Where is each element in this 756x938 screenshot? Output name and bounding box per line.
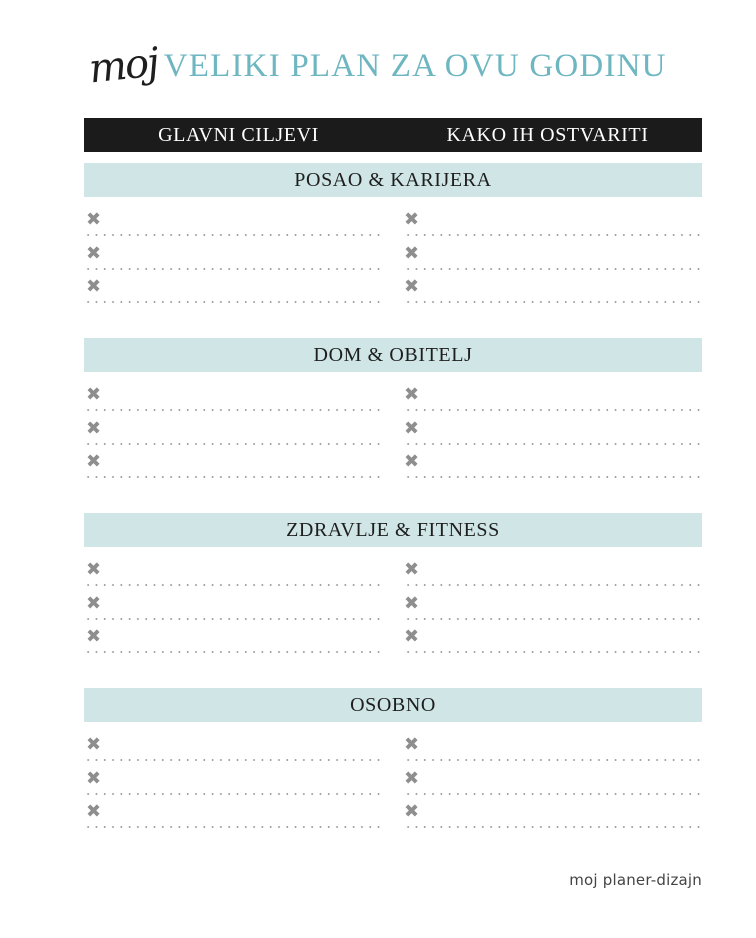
dotted-line bbox=[404, 759, 702, 761]
goal-line[interactable] bbox=[84, 594, 380, 628]
x-mark-icon: ✖ bbox=[86, 734, 102, 755]
goals-column bbox=[84, 560, 380, 661]
goal-line[interactable] bbox=[84, 769, 380, 803]
dotted-line bbox=[84, 268, 380, 270]
x-mark-icon: ✖ bbox=[86, 801, 102, 822]
x-mark-icon: ✖ bbox=[86, 559, 102, 580]
how-to-line[interactable] bbox=[404, 385, 702, 419]
header-how-to: KAKO IH OSTVARITI bbox=[446, 124, 649, 146]
title-script-word: moj bbox=[87, 39, 160, 93]
goal-line[interactable] bbox=[84, 244, 380, 278]
x-mark-icon: ✖ bbox=[404, 626, 420, 647]
section-title: DOM & OBITELJ bbox=[84, 338, 702, 372]
goals-column bbox=[84, 735, 380, 836]
section-career bbox=[84, 163, 702, 311]
goal-line[interactable] bbox=[84, 277, 380, 311]
x-mark-icon: ✖ bbox=[404, 417, 420, 439]
goal-line[interactable] bbox=[84, 210, 380, 244]
section-rows bbox=[84, 735, 702, 836]
how-to-line[interactable] bbox=[404, 627, 702, 661]
x-mark-icon: ✖ bbox=[404, 559, 420, 580]
goal-line[interactable] bbox=[84, 419, 380, 453]
x-mark-icon: ✖ bbox=[86, 209, 102, 230]
goal-line[interactable] bbox=[84, 735, 380, 769]
x-mark-icon: ✖ bbox=[86, 592, 102, 614]
goal-line[interactable] bbox=[84, 802, 380, 836]
how-to-line[interactable] bbox=[404, 802, 702, 836]
how-to-line[interactable] bbox=[404, 452, 702, 486]
section-rows bbox=[84, 210, 702, 311]
goals-column bbox=[84, 210, 380, 311]
dotted-line bbox=[404, 268, 702, 270]
x-mark-icon: ✖ bbox=[86, 417, 102, 439]
section-home-family bbox=[84, 338, 702, 486]
dotted-line bbox=[404, 651, 702, 653]
x-mark-icon: ✖ bbox=[86, 767, 102, 789]
how-to-line[interactable] bbox=[404, 277, 702, 311]
dotted-line bbox=[84, 476, 380, 478]
how-to-line[interactable] bbox=[404, 244, 702, 278]
dotted-line bbox=[84, 651, 380, 653]
page-title bbox=[0, 36, 756, 106]
section-health-fitness bbox=[84, 513, 702, 661]
dotted-line bbox=[84, 584, 380, 586]
dotted-line bbox=[404, 476, 702, 478]
dotted-line bbox=[84, 301, 380, 303]
how-to-column bbox=[404, 385, 702, 486]
dotted-line bbox=[84, 618, 380, 620]
footer-brand: moj planer-dizajn bbox=[569, 871, 702, 889]
how-to-column bbox=[404, 560, 702, 661]
column-header-bar bbox=[84, 118, 702, 152]
x-mark-icon: ✖ bbox=[404, 209, 420, 230]
x-mark-icon: ✖ bbox=[86, 451, 102, 472]
dotted-line bbox=[404, 618, 702, 620]
dotted-line bbox=[84, 409, 380, 411]
x-mark-icon: ✖ bbox=[404, 734, 420, 755]
how-to-line[interactable] bbox=[404, 769, 702, 803]
section-rows bbox=[84, 560, 702, 661]
section-title: OSOBNO bbox=[84, 688, 702, 722]
dotted-line bbox=[84, 443, 380, 445]
how-to-line[interactable] bbox=[404, 560, 702, 594]
title-main-text: VELIKI PLAN ZA OVU GODINU bbox=[163, 48, 667, 84]
how-to-line[interactable] bbox=[404, 594, 702, 628]
section-personal bbox=[84, 688, 702, 836]
dotted-line bbox=[84, 234, 380, 236]
x-mark-icon: ✖ bbox=[86, 276, 102, 297]
dotted-line bbox=[84, 793, 380, 795]
x-mark-icon: ✖ bbox=[86, 242, 102, 264]
goal-line[interactable] bbox=[84, 627, 380, 661]
x-mark-icon: ✖ bbox=[404, 592, 420, 614]
dotted-line bbox=[404, 301, 702, 303]
goal-line[interactable] bbox=[84, 560, 380, 594]
dotted-line bbox=[404, 443, 702, 445]
goal-line[interactable] bbox=[84, 452, 380, 486]
dotted-line bbox=[404, 234, 702, 236]
dotted-line bbox=[404, 793, 702, 795]
dotted-line bbox=[404, 826, 702, 828]
x-mark-icon: ✖ bbox=[404, 276, 420, 297]
how-to-line[interactable] bbox=[404, 735, 702, 769]
section-title: ZDRAVLJE & FITNESS bbox=[84, 513, 702, 547]
x-mark-icon: ✖ bbox=[86, 384, 102, 405]
section-title: POSAO & KARIJERA bbox=[84, 163, 702, 197]
section-rows bbox=[84, 385, 702, 486]
goal-line[interactable] bbox=[84, 385, 380, 419]
how-to-line[interactable] bbox=[404, 210, 702, 244]
x-mark-icon: ✖ bbox=[404, 451, 420, 472]
dotted-line bbox=[84, 759, 380, 761]
how-to-column bbox=[404, 735, 702, 836]
header-goals: GLAVNI CILJEVI bbox=[158, 124, 319, 146]
x-mark-icon: ✖ bbox=[404, 801, 420, 822]
x-mark-icon: ✖ bbox=[404, 384, 420, 405]
x-mark-icon: ✖ bbox=[404, 242, 420, 264]
how-to-column bbox=[404, 210, 702, 311]
goals-column bbox=[84, 385, 380, 486]
dotted-line bbox=[84, 826, 380, 828]
dotted-line bbox=[404, 584, 702, 586]
dotted-line bbox=[404, 409, 702, 411]
x-mark-icon: ✖ bbox=[86, 626, 102, 647]
x-mark-icon: ✖ bbox=[404, 767, 420, 789]
how-to-line[interactable] bbox=[404, 419, 702, 453]
